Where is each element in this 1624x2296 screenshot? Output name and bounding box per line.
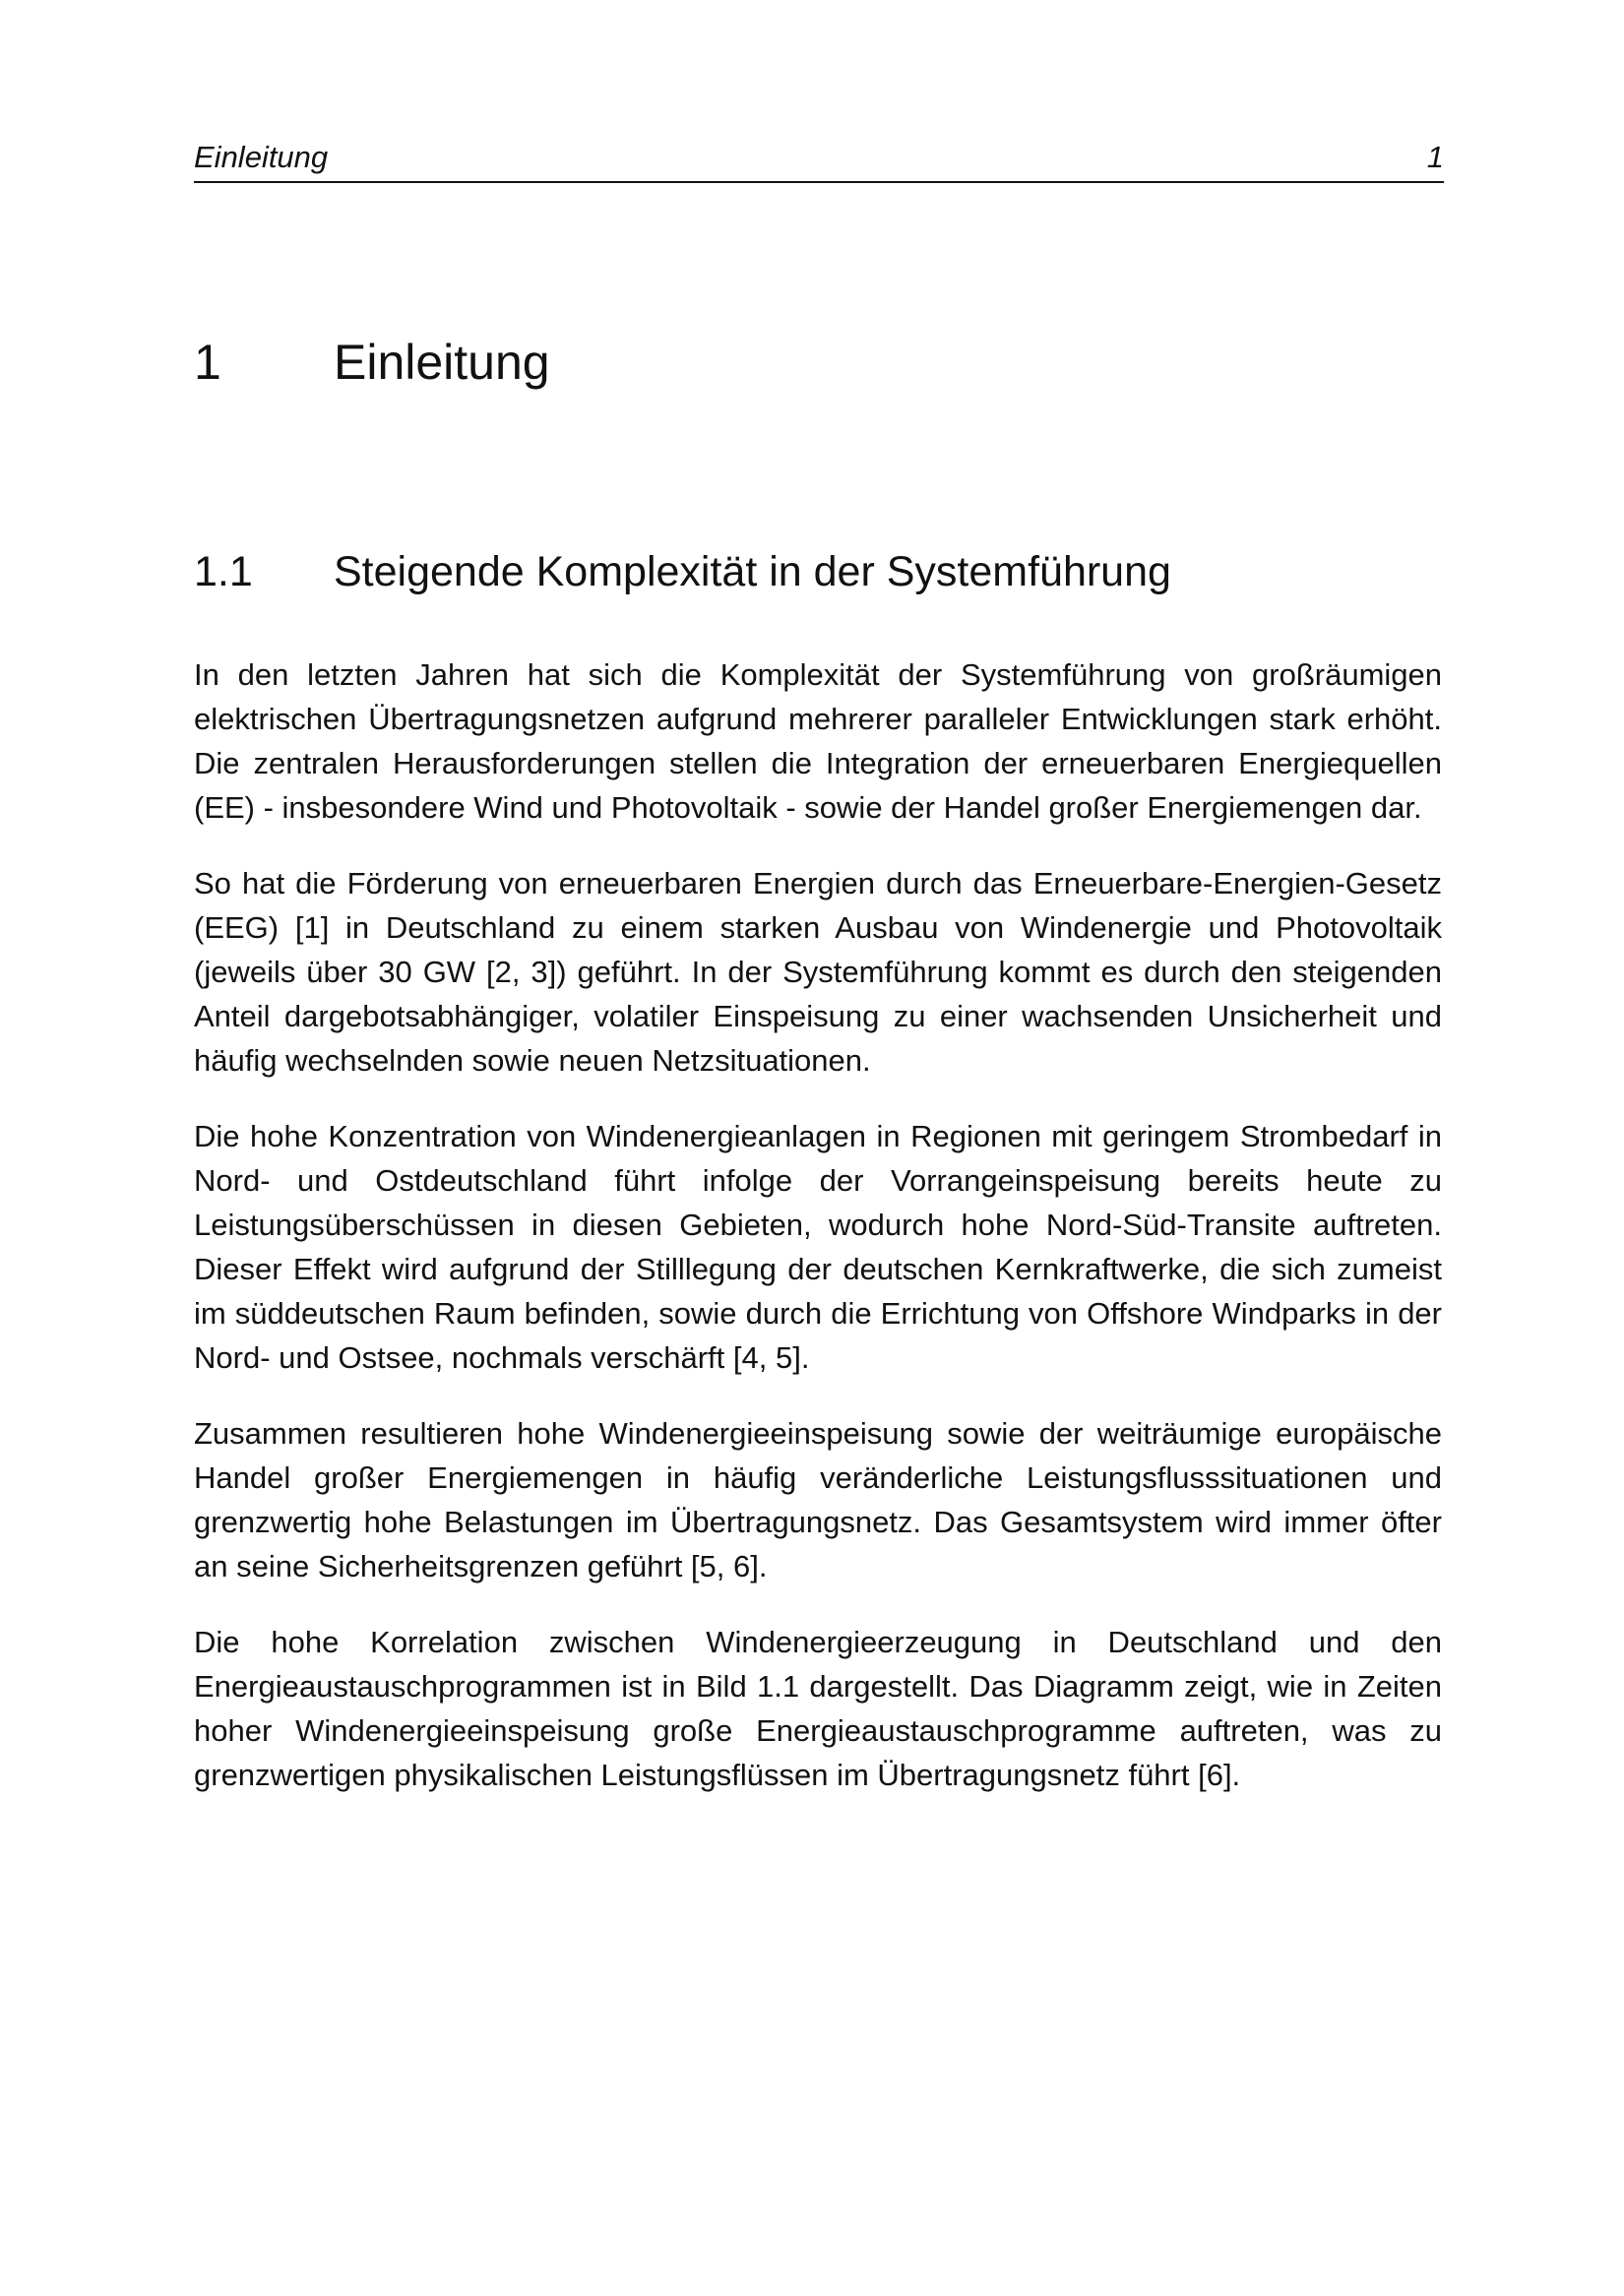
- paragraph: In den letzten Jahren hat sich die Komplexität der Systemführung von großräumigen elektrischen Übertragungsnetzen aufgrund mehrerer paralleler Entwicklungen stark erhöht. Die zentralen Herausforderungen stellen die Integration der erneuerbaren Energiequellen (EE) - insbesondere Wind und Photovoltaik - sowie der Handel großer Energiemengen dar.: [194, 657, 1442, 825]
- paragraph: Zusammen resultieren hohe Windenergieeinspeisung sowie der weiträumige europäische Handel großer Energiemengen in häufig veränderliche Leistungsflusssituationen und grenzwertig hohe Belastungen im Übertragungsnetz. Das Gesamtsystem wird immer öfter an seine Sicherheitsgrenzen geführt [5, 6].: [194, 1416, 1442, 1583]
- chapter-title: Einleitung: [334, 335, 550, 390]
- section-number: 1.1: [194, 548, 253, 595]
- section-title: Steigende Komplexität in der Systemführung: [334, 548, 1171, 595]
- body-text: [194, 652, 1442, 1829]
- chapter-heading: [194, 331, 550, 394]
- header-title: Einleitung: [194, 140, 329, 174]
- paragraph: So hat die Förderung von erneuerbaren Energien durch das Erneuerbare-Energien-Gesetz (EEG) [1] in Deutschland zu einem starken Ausbau von Windenergie und Photovoltaik (jeweils über 30 GW [2, 3]) geführt. In der Systemführung kommt es durch den steigenden Anteil dargebotsabhängiger, volatiler Einspeisung zu einer wachsenden Unsicherheit und häufig wechselnden sowie neuen Netzsituationen.: [194, 866, 1442, 1078]
- header-page-number: 1: [1426, 140, 1444, 174]
- running-header: [194, 136, 1444, 183]
- paragraph: Die hohe Korrelation zwischen Windenergieerzeugung in Deutschland und den Energieaustauschprogrammen ist in Bild 1.1 dargestellt. Das Diagramm zeigt, wie in Zeiten hoher Windenergieeinspeisung große Energieaustauschprogramme auftreten, was zu grenzwertigen physikalischen Leistungsflüssen im Übertragungsnetz führt [6].: [194, 1625, 1442, 1792]
- paragraph: Die hohe Konzentration von Windenergieanlagen in Regionen mit geringem Strombedarf in Nord- und Ostdeutschland führt infolge der Vorrangeinspeisung bereits heute zu Leistungsüberschüssen in diesen Gebieten, wodurch hohe Nord-Süd-Transite auftreten. Dieser Effekt wird aufgrund der Stilllegung der deutschen Kernkraftwerke, die sich zumeist im süddeutschen Raum befinden, sowie durch die Errichtung von Offshore Windparks in der Nord- und Ostsee, nochmals verschärft [4, 5].: [194, 1119, 1442, 1375]
- section-heading: [194, 544, 1171, 599]
- chapter-number: 1: [194, 335, 221, 390]
